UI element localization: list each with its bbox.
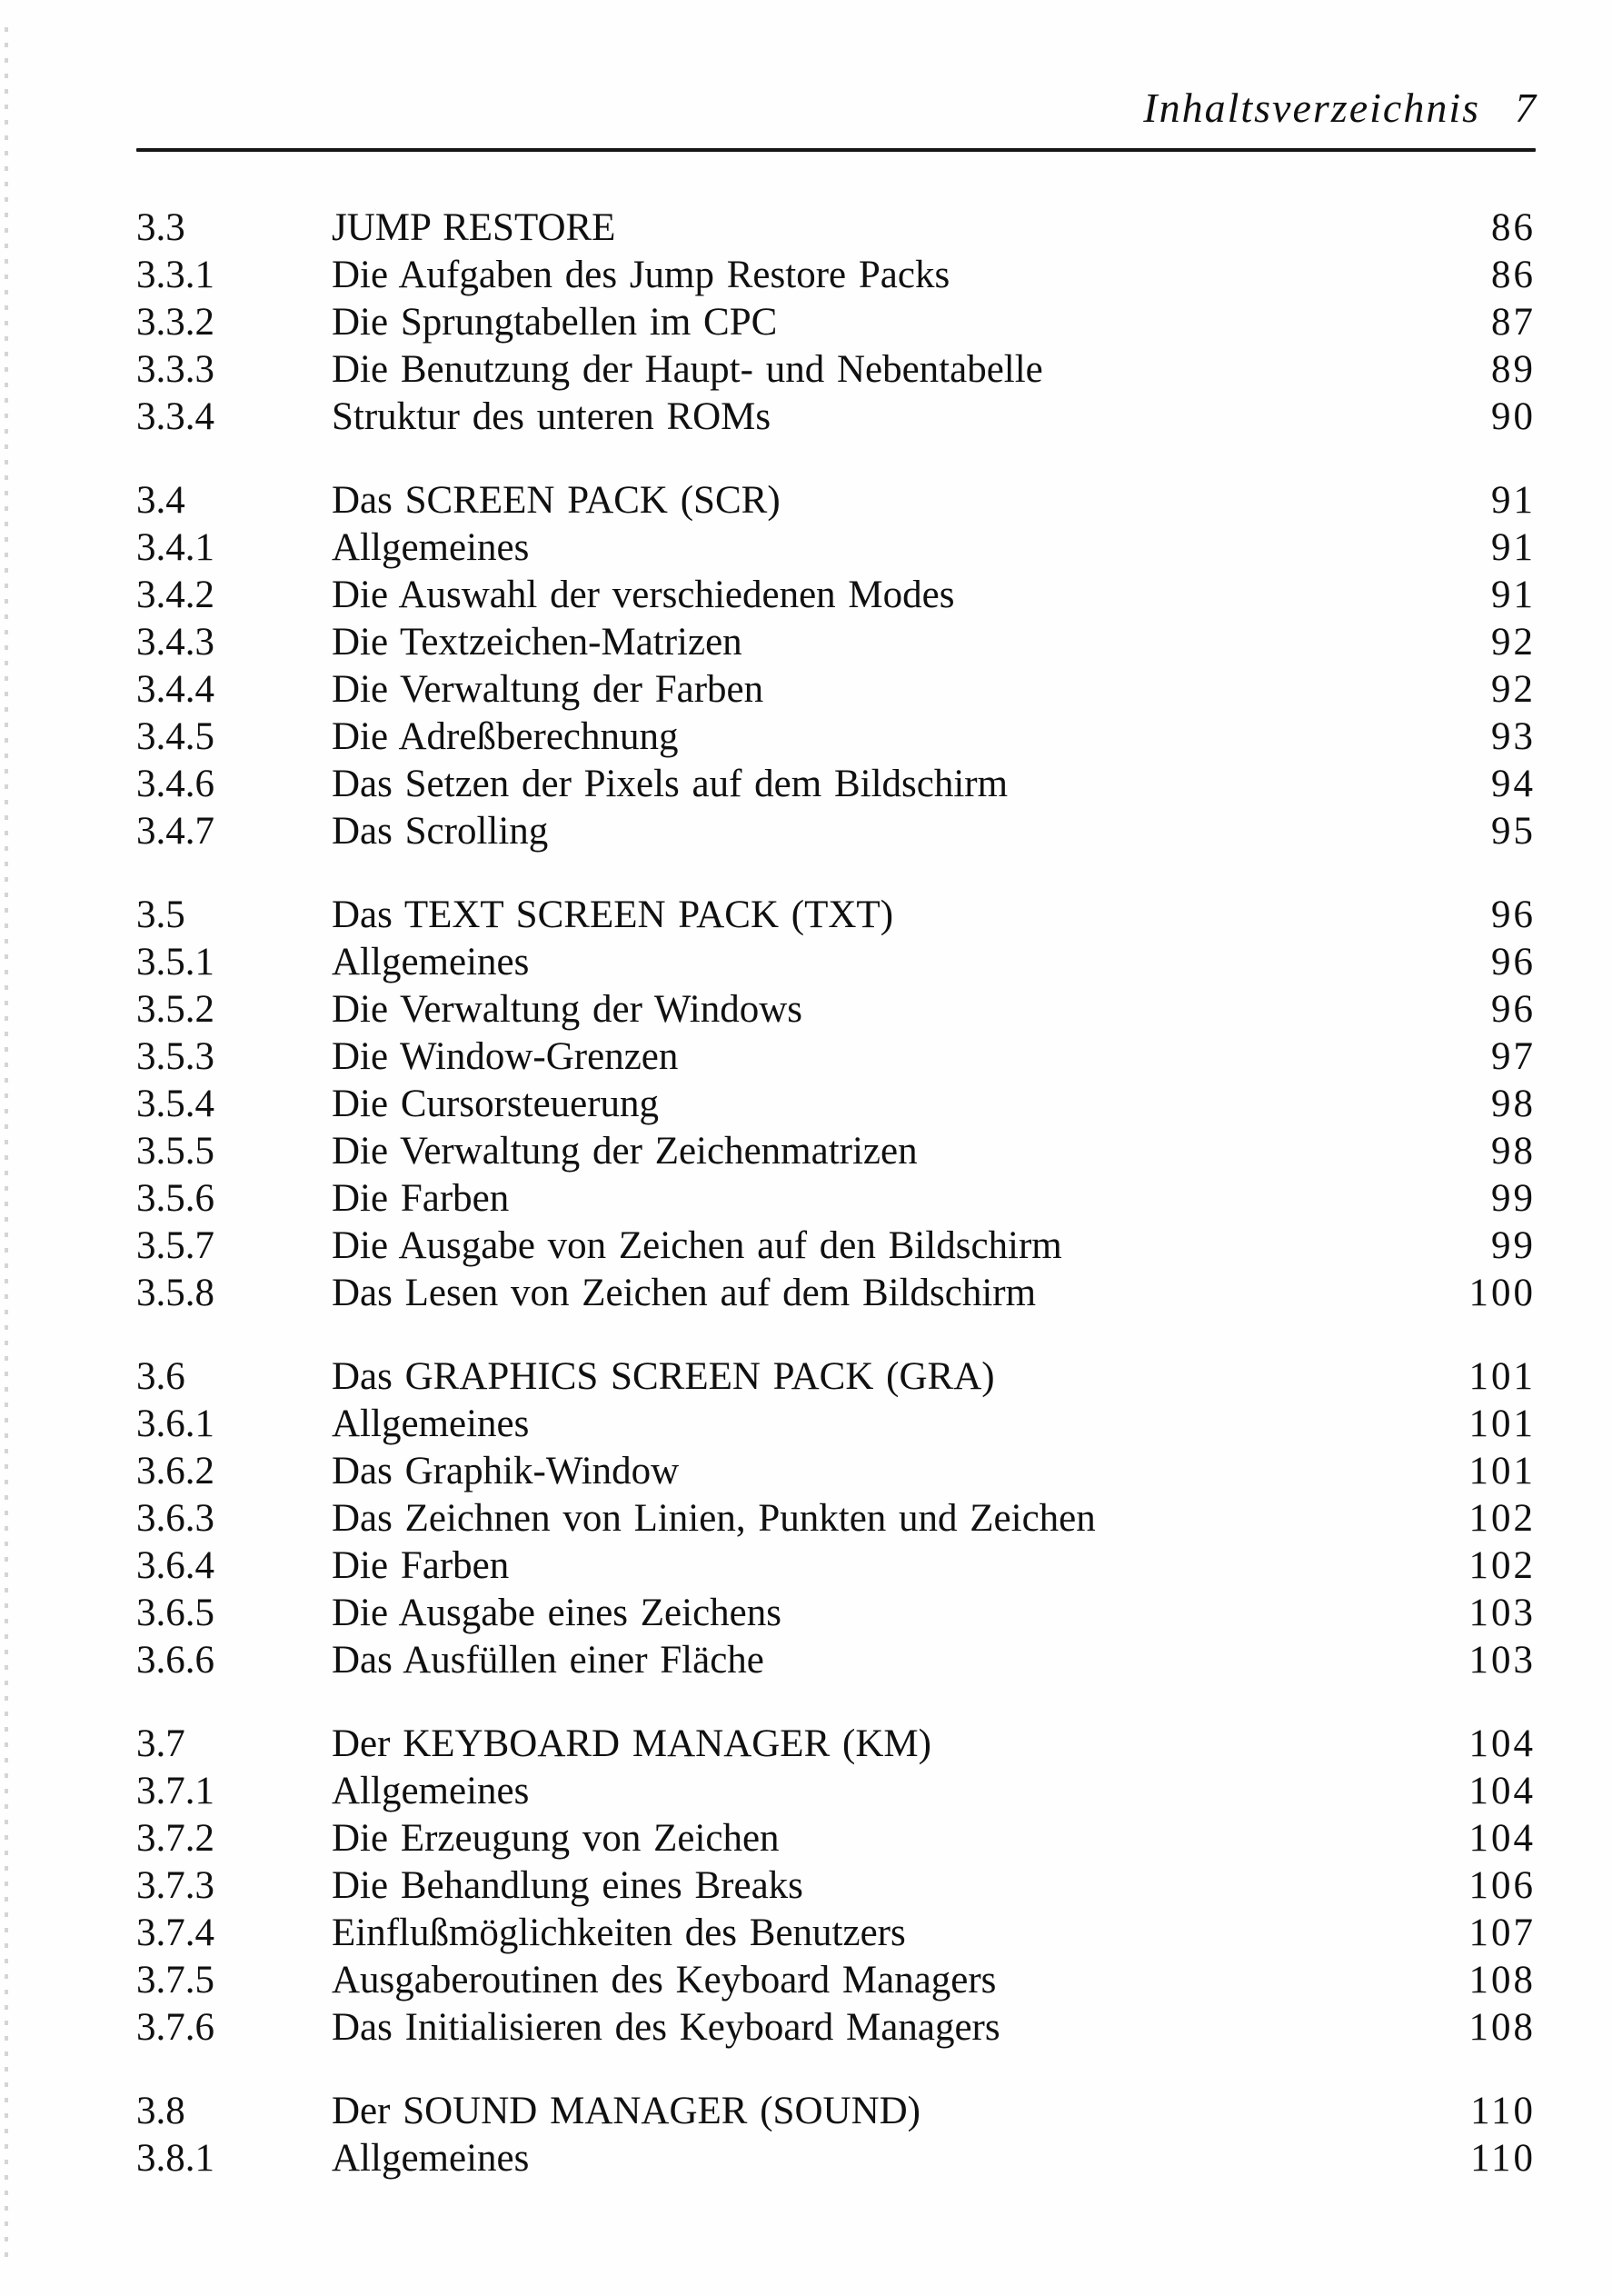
entry-title: Allgemeines — [332, 1403, 530, 1445]
entry-title: JUMP RESTORE — [332, 206, 616, 249]
entry-number: 3.7.2 — [136, 1817, 214, 1860]
entry-number: 3.7.5 — [136, 1959, 214, 2002]
entry-page: 102 — [1468, 1544, 1536, 1587]
entry-number: 3.3 — [136, 206, 185, 249]
entry-title: Das Scrolling — [332, 810, 549, 853]
running-head — [136, 84, 1536, 132]
entry-page: 86 — [1491, 206, 1536, 249]
entry-number: 3.6.1 — [136, 1403, 214, 1445]
toc-entry — [136, 1353, 1536, 1401]
entry-page: 91 — [1491, 526, 1536, 569]
entry-title: Die Aufgaben des Jump Restore Packs — [332, 254, 950, 296]
entry-page: 94 — [1491, 763, 1536, 805]
toc-entry — [136, 892, 1536, 939]
entry-page: 110 — [1470, 2090, 1536, 2132]
toc-block — [136, 892, 1536, 1317]
entry-page: 99 — [1491, 1177, 1536, 1220]
entry-title: Die Verwaltung der Farben — [332, 668, 764, 711]
entry-title: Die Cursorsteuerung — [332, 1083, 660, 1125]
entry-page: 93 — [1491, 715, 1536, 758]
entry-title: Die Adreßberechnung — [332, 715, 679, 758]
toc-entry — [136, 1175, 1536, 1223]
entry-number: 3.6.4 — [136, 1544, 214, 1587]
entry-number: 3.7.3 — [136, 1864, 214, 1907]
toc-entry — [136, 1542, 1536, 1590]
page-content — [136, 0, 1536, 2182]
entry-number: 3.6.6 — [136, 1639, 214, 1682]
entry-title: Die Benutzung der Haupt- und Nebentabelle — [332, 348, 1043, 391]
entry-page: 103 — [1468, 1639, 1536, 1682]
entry-title: Die Ausgabe von Zeichen auf den Bildschirm — [332, 1224, 1062, 1267]
entry-number: 3.3.4 — [136, 395, 214, 438]
entry-title: Die Window-Grenzen — [332, 1035, 679, 1078]
entry-number: 3.4.3 — [136, 621, 214, 664]
toc-block — [136, 205, 1536, 441]
entry-page: 89 — [1491, 348, 1536, 391]
entry-number: 3.8.1 — [136, 2137, 214, 2180]
entry-page: 100 — [1468, 1272, 1536, 1314]
toc-block — [136, 1721, 1536, 2051]
entry-page: 86 — [1491, 254, 1536, 296]
entry-page: 96 — [1491, 988, 1536, 1031]
entry-title: Das TEXT SCREEN PACK (TXT) — [332, 893, 894, 936]
entry-number: 3.4.1 — [136, 526, 214, 569]
entry-title: Die Erzeugung von Zeichen — [332, 1817, 780, 1860]
entry-title: Die Textzeichen-Matrizen — [332, 621, 742, 664]
toc-entry — [136, 1721, 1536, 1768]
entry-number: 3.5.4 — [136, 1083, 214, 1125]
toc-entry — [136, 1590, 1536, 1637]
entry-page: 101 — [1468, 1403, 1536, 1445]
toc-entry — [136, 1033, 1536, 1081]
entry-page: 110 — [1470, 2137, 1536, 2180]
entry-page: 92 — [1491, 621, 1536, 664]
entry-number: 3.5.3 — [136, 1035, 214, 1078]
toc-block — [136, 1353, 1536, 1684]
toc-entry — [136, 1401, 1536, 1448]
entry-title: Die Auswahl der verschiedenen Modes — [332, 574, 955, 616]
entry-number: 3.3.1 — [136, 254, 214, 296]
entry-page: 104 — [1468, 1722, 1536, 1765]
toc-entry — [136, 1448, 1536, 1495]
entry-number: 3.4 — [136, 479, 185, 522]
toc-entry — [136, 1637, 1536, 1684]
entry-title: Die Verwaltung der Zeichenmatrizen — [332, 1130, 918, 1173]
toc-entry — [136, 1815, 1536, 1862]
entry-title: Das GRAPHICS SCREEN PACK (GRA) — [332, 1355, 995, 1398]
toc-list — [136, 205, 1536, 2182]
entry-number: 3.7.6 — [136, 2006, 214, 2049]
entry-title: Einflußmöglichkeiten des Benutzers — [332, 1912, 906, 1954]
entry-number: 3.4.7 — [136, 810, 214, 853]
toc-entry — [136, 572, 1536, 619]
toc-entry — [136, 714, 1536, 761]
entry-title: Das Graphik-Window — [332, 1450, 680, 1492]
entry-number: 3.3.2 — [136, 301, 214, 344]
toc-entry — [136, 1223, 1536, 1270]
entry-title: Struktur des unteren ROMs — [332, 395, 771, 438]
entry-number: 3.6 — [136, 1355, 185, 1398]
entry-page: 103 — [1468, 1592, 1536, 1634]
entry-page: 90 — [1491, 395, 1536, 438]
entry-number: 3.7.1 — [136, 1770, 214, 1812]
entry-title: Das Zeichnen von Linien, Punkten und Zeichen — [332, 1497, 1096, 1540]
toc-block — [136, 2088, 1536, 2182]
entry-title: Die Farben — [332, 1544, 510, 1587]
entry-title: Die Sprungtabellen im CPC — [332, 301, 778, 344]
entry-number: 3.4.5 — [136, 715, 214, 758]
toc-entry — [136, 252, 1536, 299]
entry-page: 95 — [1491, 810, 1536, 853]
entry-page: 96 — [1491, 941, 1536, 983]
entry-title: Die Behandlung eines Breaks — [332, 1864, 803, 1907]
entry-number: 3.4.4 — [136, 668, 214, 711]
toc-entry — [136, 761, 1536, 808]
toc-entry — [136, 2088, 1536, 2135]
running-head-page-number: 7 — [1515, 85, 1536, 131]
entry-page: 98 — [1491, 1083, 1536, 1125]
entry-page: 104 — [1468, 1817, 1536, 1860]
entry-page: 87 — [1491, 301, 1536, 344]
entry-title: Der KEYBOARD MANAGER (KM) — [332, 1722, 931, 1765]
toc-block — [136, 477, 1536, 855]
toc-entry — [136, 299, 1536, 346]
entry-page: 107 — [1468, 1912, 1536, 1954]
entry-page: 98 — [1491, 1130, 1536, 1173]
toc-entry — [136, 394, 1536, 441]
entry-number: 3.6.2 — [136, 1450, 214, 1492]
entry-page: 104 — [1468, 1770, 1536, 1812]
entry-title: Das Setzen der Pixels auf dem Bildschirm — [332, 763, 1009, 805]
entry-page: 92 — [1491, 668, 1536, 711]
entry-page: 96 — [1491, 893, 1536, 936]
toc-entry — [136, 1862, 1536, 1910]
entry-title: Allgemeines — [332, 526, 530, 569]
header-rule — [136, 148, 1536, 152]
entry-title: Das Initialisieren des Keyboard Managers — [332, 2006, 1000, 2049]
entry-page: 101 — [1468, 1450, 1536, 1492]
toc-entry — [136, 2004, 1536, 2051]
entry-title: Der SOUND MANAGER (SOUND) — [332, 2090, 920, 2132]
toc-entry — [136, 619, 1536, 666]
entry-page: 97 — [1491, 1035, 1536, 1078]
entry-number: 3.6.5 — [136, 1592, 214, 1634]
toc-entry — [136, 808, 1536, 855]
entry-page: 99 — [1491, 1224, 1536, 1267]
toc-entry — [136, 939, 1536, 986]
entry-number: 3.4.2 — [136, 574, 214, 616]
entry-title: Die Ausgabe eines Zeichens — [332, 1592, 781, 1634]
entry-number: 3.7 — [136, 1722, 185, 1765]
toc-entry — [136, 1910, 1536, 1957]
toc-entry — [136, 524, 1536, 572]
entry-page: 108 — [1468, 1959, 1536, 2002]
scan-artifact-left-edge — [5, 27, 8, 2260]
entry-number: 3.3.3 — [136, 348, 214, 391]
entry-title: Die Farben — [332, 1177, 510, 1220]
entry-page: 101 — [1468, 1355, 1536, 1398]
entry-title: Ausgaberoutinen des Keyboard Managers — [332, 1959, 997, 2002]
toc-entry — [136, 1957, 1536, 2004]
running-head-title: Inhaltsverzeichnis — [1143, 85, 1480, 131]
entry-number: 3.5.2 — [136, 988, 214, 1031]
entry-title: Das Lesen von Zeichen auf dem Bildschirm — [332, 1272, 1037, 1314]
toc-entry — [136, 986, 1536, 1033]
toc-entry — [136, 1128, 1536, 1175]
entry-number: 3.5.5 — [136, 1130, 214, 1173]
entry-number: 3.5.8 — [136, 1272, 214, 1314]
entry-title: Allgemeines — [332, 941, 530, 983]
entry-title: Das Ausfüllen einer Fläche — [332, 1639, 764, 1682]
entry-page: 91 — [1491, 479, 1536, 522]
entry-number: 3.8 — [136, 2090, 185, 2132]
toc-entry — [136, 1270, 1536, 1317]
toc-entry — [136, 1495, 1536, 1542]
toc-entry — [136, 346, 1536, 394]
entry-title: Allgemeines — [332, 2137, 530, 2180]
entry-number: 3.5.6 — [136, 1177, 214, 1220]
entry-title: Allgemeines — [332, 1770, 530, 1812]
entry-page: 106 — [1468, 1864, 1536, 1907]
toc-entry — [136, 477, 1536, 524]
entry-number: 3.5 — [136, 893, 185, 936]
entry-number: 3.5.1 — [136, 941, 214, 983]
entry-page: 91 — [1491, 574, 1536, 616]
entry-page: 102 — [1468, 1497, 1536, 1540]
entry-title: Das SCREEN PACK (SCR) — [332, 479, 781, 522]
toc-entry — [136, 205, 1536, 252]
toc-entry — [136, 1081, 1536, 1128]
entry-number: 3.5.7 — [136, 1224, 214, 1267]
toc-entry — [136, 666, 1536, 714]
entry-page: 108 — [1468, 2006, 1536, 2049]
toc-entry — [136, 2135, 1536, 2182]
toc-entry — [136, 1768, 1536, 1815]
entry-number: 3.4.6 — [136, 763, 214, 805]
entry-number: 3.7.4 — [136, 1912, 214, 1954]
entry-title: Die Verwaltung der Windows — [332, 988, 803, 1031]
entry-number: 3.6.3 — [136, 1497, 214, 1540]
